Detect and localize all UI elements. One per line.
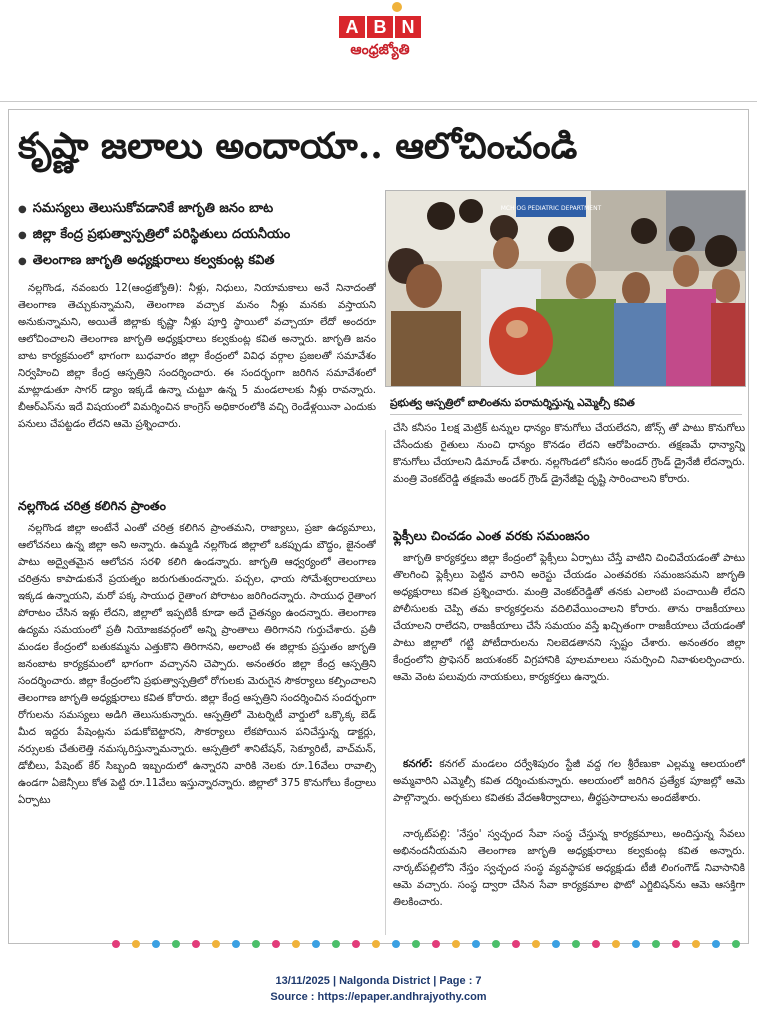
- footer-source-link[interactable]: Source : https://epaper.andhrajyothy.com: [270, 991, 487, 1003]
- highlight-bullet: ● తెలంగాణ జాగృతి అధ్యక్షురాలు కల్వకుంట్ల కవిత: [18, 249, 378, 273]
- column-divider: [385, 430, 386, 935]
- section-subheading: నల్లగొండ చరిత్ర కలిగిన ప్రాంతం: [18, 498, 166, 513]
- photo-caption: ప్రభుత్వ ఆస్పత్రిలో బాలింతను పరామర్శిస్తున్న ఎమ్మెల్సీ కవిత: [390, 392, 742, 415]
- highlight-bullet: ● సమస్యలు తెలుసుకోవడానికే జాగృతి జనం బాట: [18, 197, 378, 221]
- narketpally-paragraph: నార్కట్‌పల్లి: 'నేస్తం' స్వచ్ఛంద సేవా సంస్థ చేస్తున్న కార్యక్రమాలు, అందిస్తున్న సేవలు అభినందనీయమని తెలంగాణ జాగృతి అధ్యక్షురాలు కల్వకుంట్ల కవిత అన్నారు. నార్కట్‌పల్లిలోని నేస్తం స్వచ్ఛంద సంస్థ వ్యవస్థాపక అధ్యక్షుడు టీజీ లింగంగౌడ్ నివాసానికి ఆమె వచ్చారు. సంస్థ ద్వారా చేసిన సేవా కార్యక్రమాల ఫొటో ఎగ్జిబిషన్‌ను ఆమె ఆసక్తిగా తిలకించారు.: [393, 829, 745, 908]
- article-intro-paragraph: నల్లగొండ, నవంబరు 12(ఆంధ్రజ్యోతి): నీళ్లు, నిధులు, నియామకాలు అనే నినాదంతో తెలంగాణ తెచ్చుకున్నామని, తెలంగాణ వచ్చాక మనం నీళ్లు మనకు వస్తాయని అనుకున్నామని, అయితే జిల్లాకు కృష్ణా నీళ్లు పూర్తి స్థాయిలో వచ్చాయా లేదో అందరూ ఆలోచించాలని తెలంగాణ జాగృతి అధ్యక్షురాలు కల్వకుంట్ల కవిత అన్నారు. జాగృతి జనం బాట కార్యక్రమంలో భాగంగా బుధవారం జిల్లా కేంద్రంలో వివిధ వర్గాల ప్రజలతో సమావేశం నిర్వహించి జిల్లా కేంద్ర ఆస్పత్రిని సందర్శించారు. ఈ సందర్భంగా జరిగిన సమావేశంలో మాట్లాడుతూ సాగర్ డ్యాం ఇక్కడే ఉన్నా చుట్టూ ఉన్న 5 మండలాలకు నీళ్లు రావన్నారు. బీఆర్ఎస్‌ను ఇదే విషయంలో విమర్శించిన కాంగ్రెస్ అధికారంలోకి వచ్చి రెండేళ్లయినా ఎందుకు పనులు చేపట్టడం లేదని ఆమె ప్రశ్నించారు.: [18, 283, 376, 430]
- masthead-logo[interactable]: [330, 6, 430, 70]
- abn-letter: N: [395, 16, 421, 38]
- footer-date-line: 13/11/2025 | Nalgonda District | Page : 7: [275, 975, 482, 987]
- photo-illustration: [386, 191, 746, 387]
- highlight-bullet: ● జిల్లా కేంద్ర ప్రభుత్వాస్పత్రిలో పరిస్థితులు దయనీయం: [18, 223, 378, 247]
- article-headline: కృష్ణా జలాలు అందాయా.. ఆలోచించండి: [18, 125, 578, 167]
- masthead-divider: [0, 101, 757, 102]
- dateline-label: కనగల్:: [403, 759, 433, 770]
- abn-letter: A: [339, 16, 365, 38]
- abn-letter: B: [367, 16, 393, 38]
- section-subheading: ఫ్లెక్సీలు చించడం ఎంత వరకు సమంజసం: [393, 528, 590, 543]
- masthead-subtitle: ఆంధ్రజ్యోతి: [350, 42, 410, 58]
- decorative-dots: [110, 938, 750, 950]
- photo-banner-text: MCH OG PEDIATRIC DEPARTMENT: [500, 205, 602, 212]
- article-body-paragraph: నల్లగొండ జిల్లా అంటేనే ఎంతో చరిత్ర కలిగిన ప్రాంతమని, రాజ్యాలు, ప్రజా ఉద్యమాలు, ఆలోచనలు ఉన్న జిల్లా అని అన్నారు. ఉమ్మడి నల్లగొండ జిల్లాలో ఒకప్పుడు బౌద్ధం, జైనంతో పాటు అద్వైతమైన ఆలోచన సరళి కలిగి ఉండన్నారు. జాగృతి ఆధ్వర్యంలో తెలంగాణ చరిత్రను కాపాడుకునే ప్రయత్నం జరుగుతుందన్నారు. పచ్చల, ఛాయ సోమేశ్వరాలయాలు ఇక్కడ ఉన్నాయని, మరో పక్క సాయుధ రైతాంగ పోరాటం జరిగిందన్నారు. సాయుధ రైతాంగ పోరాటం చేసిన ఇళ్లు లేదని, జిల్లాలో ఇప్పటికీ కూడా అదే చైతన్యం ఉందన్నారు. తెలంగాణ ఉద్యమ సమయంలో ప్రతీ నియోజకవర్గంలో అన్ని ప్రాంతాలు తిరిగానని గుర్తుచేశారు. ప్రతీ మండల కేంద్రంలో బతుకమ్మను ఎత్తుకొని తిరిగానని, అలాంటి ఈ జిల్లాకు ప్రస్తుతం జాగృతి జనంబాట కార్యక్రమంలో భాగంగా వచ్చానని చెప్పారు. అనంతరం జిల్లా కేంద్ర ఆస్పత్రిని సందర్శించారు. జిల్లా కేంద్రంలోని ప్రభుత్వాస్పత్రిలో రోగులకు మెరుగైన సౌకర్యాలు కల్పించాలని తెలంగాణ జాగృతి అధ్యక్షురాలు కవిత కోరారు. జిల్లా కేంద్ర ఆస్పత్రిని సందర్శించిన సందర్భంగా రోగులను సమస్యలు అడిగి తెలుసుకున్నారు. ఆస్పత్రిలో మెటర్నిటీ వార్డులో ఒక్కొక్క బెడ్ మీద ఇద్దరు పేషెంట్లను పడుకోబెట్టారని, సౌకర్యాలు లేకపోయిన పనిచేస్తున్న డాక్టర్లు, నర్సులకు చేతులెత్తి నమస్కరిస్తున్నామన్నారు. ఆస్పత్రిలో శానిటేషన్, సెక్యూరిటీ, వాచ్‌మన్, డోబీలు, పేషెంట్ కేర్ సిబ్బంది ఇబ్బందులో ఉన్నారని వారికి నెలకు రూ.16వేలు రావాల్సి ఉండగా ఏజెన్సీలు కోత పెట్టి రూ.11వేలు ఇస్తున్నారన్నారు. జిల్లాలో 375 కొనుగోలు కేంద్రాలు ఏర్పాటు: [18, 523, 376, 806]
- kanagal-paragraph: [393, 756, 745, 824]
- abn-wordmark: [330, 16, 430, 38]
- article-continuation-paragraph: చేసి కనీసం 1లక్ష మెట్రిక్ టన్నుల ధాన్యం కొనుగోలు చేయలేదని, జోన్స్ తో పాటు కొనుగోలు చేసేందుకు రైతులు నుంచి ధాన్యం కొనడం లేదని ఆరోపించారు. తక్షణమే ధాన్యాన్ని కొనుగోలు చేయాలని డిమాండ్ చేశారు. నల్లగొండలో కనీసం అండర్ గ్రౌండ్ డ్రైనేజీ లేదన్నారు. మంత్రి వెంకట్‌రెడ్డి తక్షణమే అండర్ గ్రౌండ్ డ్రైనేజీపై దృష్టి సారించాలని కోరారు.: [393, 423, 745, 485]
- kanagal-text: కనగల్ మండలం దర్వేశిపురం స్టేజీ వద్ద గల శ్రీరేణుకా ఎల్లమ్మ ఆలయంలో అమ్మవారిని ఎమ్మెల్సీ కవిత దర్శించుకున్నారు. ఆలయంలో జరిగిన ప్రత్యేక పూజల్లో ఆమె పాల్గొన్నారు. అర్చకులు కవితకు వేదఆశీర్వాదాలు, తీర్థప్రసాదాలను అందజేశారు.: [393, 759, 745, 804]
- news-photo[interactable]: [385, 190, 746, 387]
- article-body-paragraph: జాగృతి కార్యకర్తలు జిల్లా కేంద్రంలో ఫ్లెక్సీలు ఏర్పాటు చేస్తే వాటిని చించివేయడంతో పాటు తొలగించి ఫ్లెక్సీలు పెట్టిన వారిని అరెస్టు చేయడం ఎంతవరకు సమంజసమని జాగృతి అధ్యక్షురాలు కవిత ప్రశ్నించారు. మంత్రి వెంకట్‌రెడ్డితో తనకు ఎలాంటి పంచాయితీ లేదని పోలీసులకు చెప్పి తమ కార్యకర్తలను వదిలివేయించాలని కోరారు. తాను రాజకీయాలు చేయాలని రాలేదని, రాజకీయాలు చేసే సమయం వస్తే ఖచ్చితంగా రాజకీయాలు చేయడంతో పాటు జిల్లాలో గట్టి పోటీదారులను నిలబెడతానని స్పష్టం చేశారు. అనంతరం జిల్లా కేంద్రంలోని ప్రొఫెసర్ జయశంకర్ విగ్రహానికి పూలమాలలు సమర్పించి నివాళులర్పించారు. ఆమె వెంట పలువురు నాయకులు, కార్యకర్తలు ఉన్నారు.: [393, 553, 745, 683]
